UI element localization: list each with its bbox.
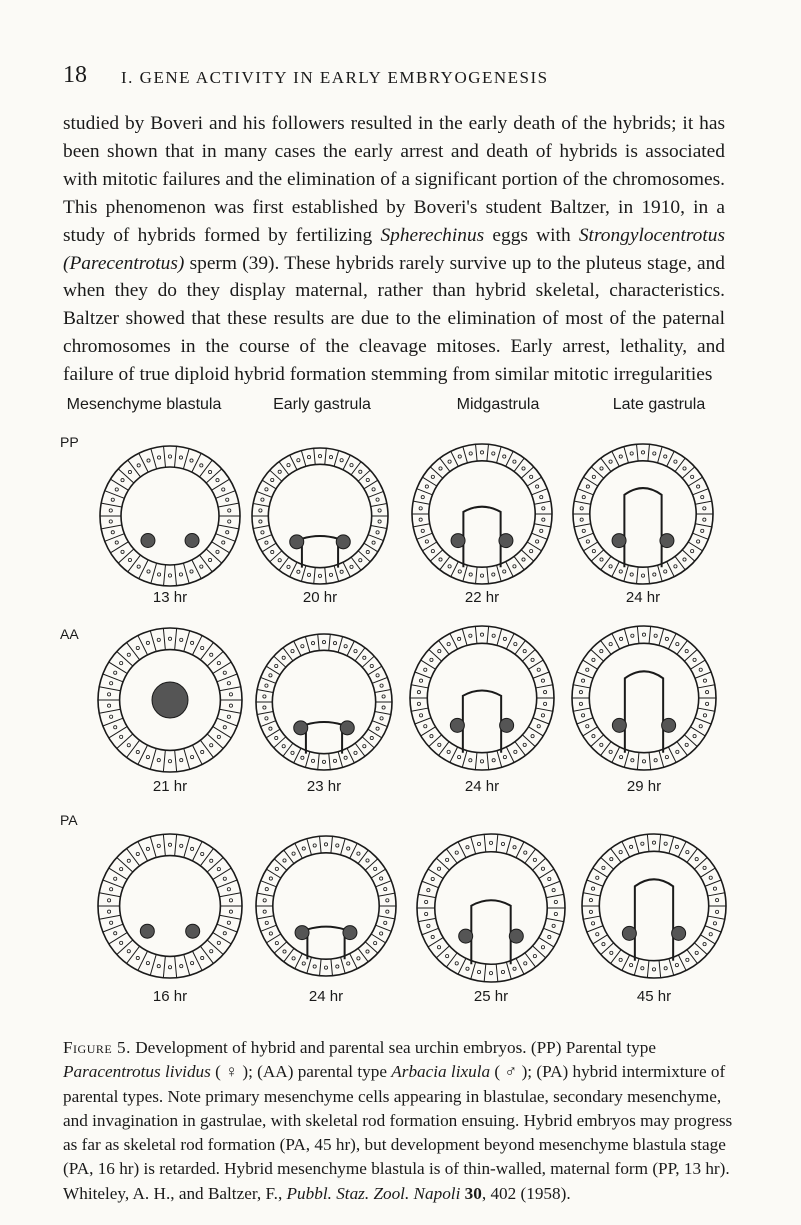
body-paragraph: [63, 110, 725, 389]
time-label: 20 hr: [302, 589, 338, 606]
time-label: 24 hr: [625, 589, 661, 606]
running-head: I. GENE ACTIVITY IN EARLY EMBRYOGENESIS: [121, 68, 549, 87]
figure-caption: [63, 1036, 733, 1206]
row-label-aa: AA: [60, 626, 79, 642]
body-text-segment: studied by Boveri and his followers resulted in the early death of the hybrids; it has been shown that in many cases the early arrest and death of hybrids is associated with mitotic failures and the elimination of a significant portion of the chromosomes. This phenomenon was first established by Boveri's student Baltzer, in 1910, in a study of hybrids formed by fertilizing: [63, 113, 725, 246]
embryo-drawing: [96, 442, 244, 590]
column-header: Early gastrula: [273, 396, 371, 413]
embryo-drawing: [252, 630, 396, 774]
body-text-segment: sperm (39). These hybrids rarely survive up to the pluteus stage, and when they do they display maternal, rather than hybrid skeletal, characteristics. Baltzer showed that these results are due to the elimination of most of the paternal chromosomes in the course of the cleavage mitoses. Early arrest, lethality, and failure of true diploid hybrid formation stemming from similar mitotic irregularities: [63, 252, 725, 386]
caption-text: Development of hybrid and parental sea urchin embryos. (PP) Parental type: [130, 1038, 656, 1057]
page-number: 18: [63, 62, 87, 88]
species-name: Arbacia lixula: [391, 1062, 491, 1082]
body-text-segment: eggs with: [484, 224, 579, 246]
page-header: [63, 62, 743, 92]
column-header: Midgastrula: [456, 396, 540, 413]
embryo-drawing: [413, 830, 569, 986]
embryo-drawing: [248, 444, 392, 588]
caption-label: Figure 5.: [63, 1038, 131, 1057]
time-label: 21 hr: [152, 778, 188, 795]
embryo-drawing: [94, 624, 246, 776]
time-label: 13 hr: [152, 589, 188, 606]
embryo-drawing: [578, 830, 730, 982]
body-text: [63, 110, 725, 389]
time-label: 16 hr: [152, 988, 188, 1005]
time-label: 25 hr: [473, 988, 509, 1005]
column-header: Late gastrula: [612, 396, 706, 413]
time-label: 24 hr: [308, 988, 344, 1005]
time-label: 29 hr: [626, 778, 662, 795]
caption-text: , 402 (1958).: [481, 1183, 571, 1203]
row-label-pp: PP: [60, 434, 79, 450]
species-name: Spherechinus: [380, 224, 485, 246]
caption-text: ( ♂ ); (PA) hybrid intermixture of parental types. Note primary mesenchyme cells appearing in blastulae, secondary mesenchyme, and invagination in gastrulae, with skeletal rod formation ensuing. Hybrid embryos may progress as far as skeletal rod formation (PA, 45 hr), but development beyond mesenchyme blastula stage (PA, 16 hr) is retarded. Hybrid mesenchyme blastula is of thin-walled, maternal form (PP, 13 hr). Whiteley, A. H., and Baltzer, F.,: [63, 1062, 733, 1203]
time-label: 24 hr: [464, 778, 500, 795]
column-header: Mesenchyme blastula: [66, 396, 222, 413]
caption-text: ( ♀ ); (AA) parental type: [210, 1062, 392, 1082]
journal-name: Pubbl. Staz. Zool. Napoli: [286, 1183, 461, 1203]
species-name: Paracentrotus lividus: [63, 1062, 211, 1082]
embryo-drawing: [252, 832, 400, 980]
time-label: 45 hr: [636, 988, 672, 1005]
embryo-drawing: [408, 440, 556, 588]
journal-volume: 30: [464, 1183, 482, 1203]
figure-5-embryo-grid: [58, 396, 748, 1021]
row-label-pa: PA: [60, 812, 78, 828]
embryo-drawing: [406, 622, 558, 774]
time-label: 22 hr: [464, 589, 500, 606]
embryo-drawing: [569, 440, 717, 588]
species-name: Strongylocentrotus (Parecentrotus): [63, 224, 725, 274]
embryo-drawing: [568, 622, 720, 774]
time-label: 23 hr: [306, 778, 342, 795]
embryo-drawing: [94, 830, 246, 982]
